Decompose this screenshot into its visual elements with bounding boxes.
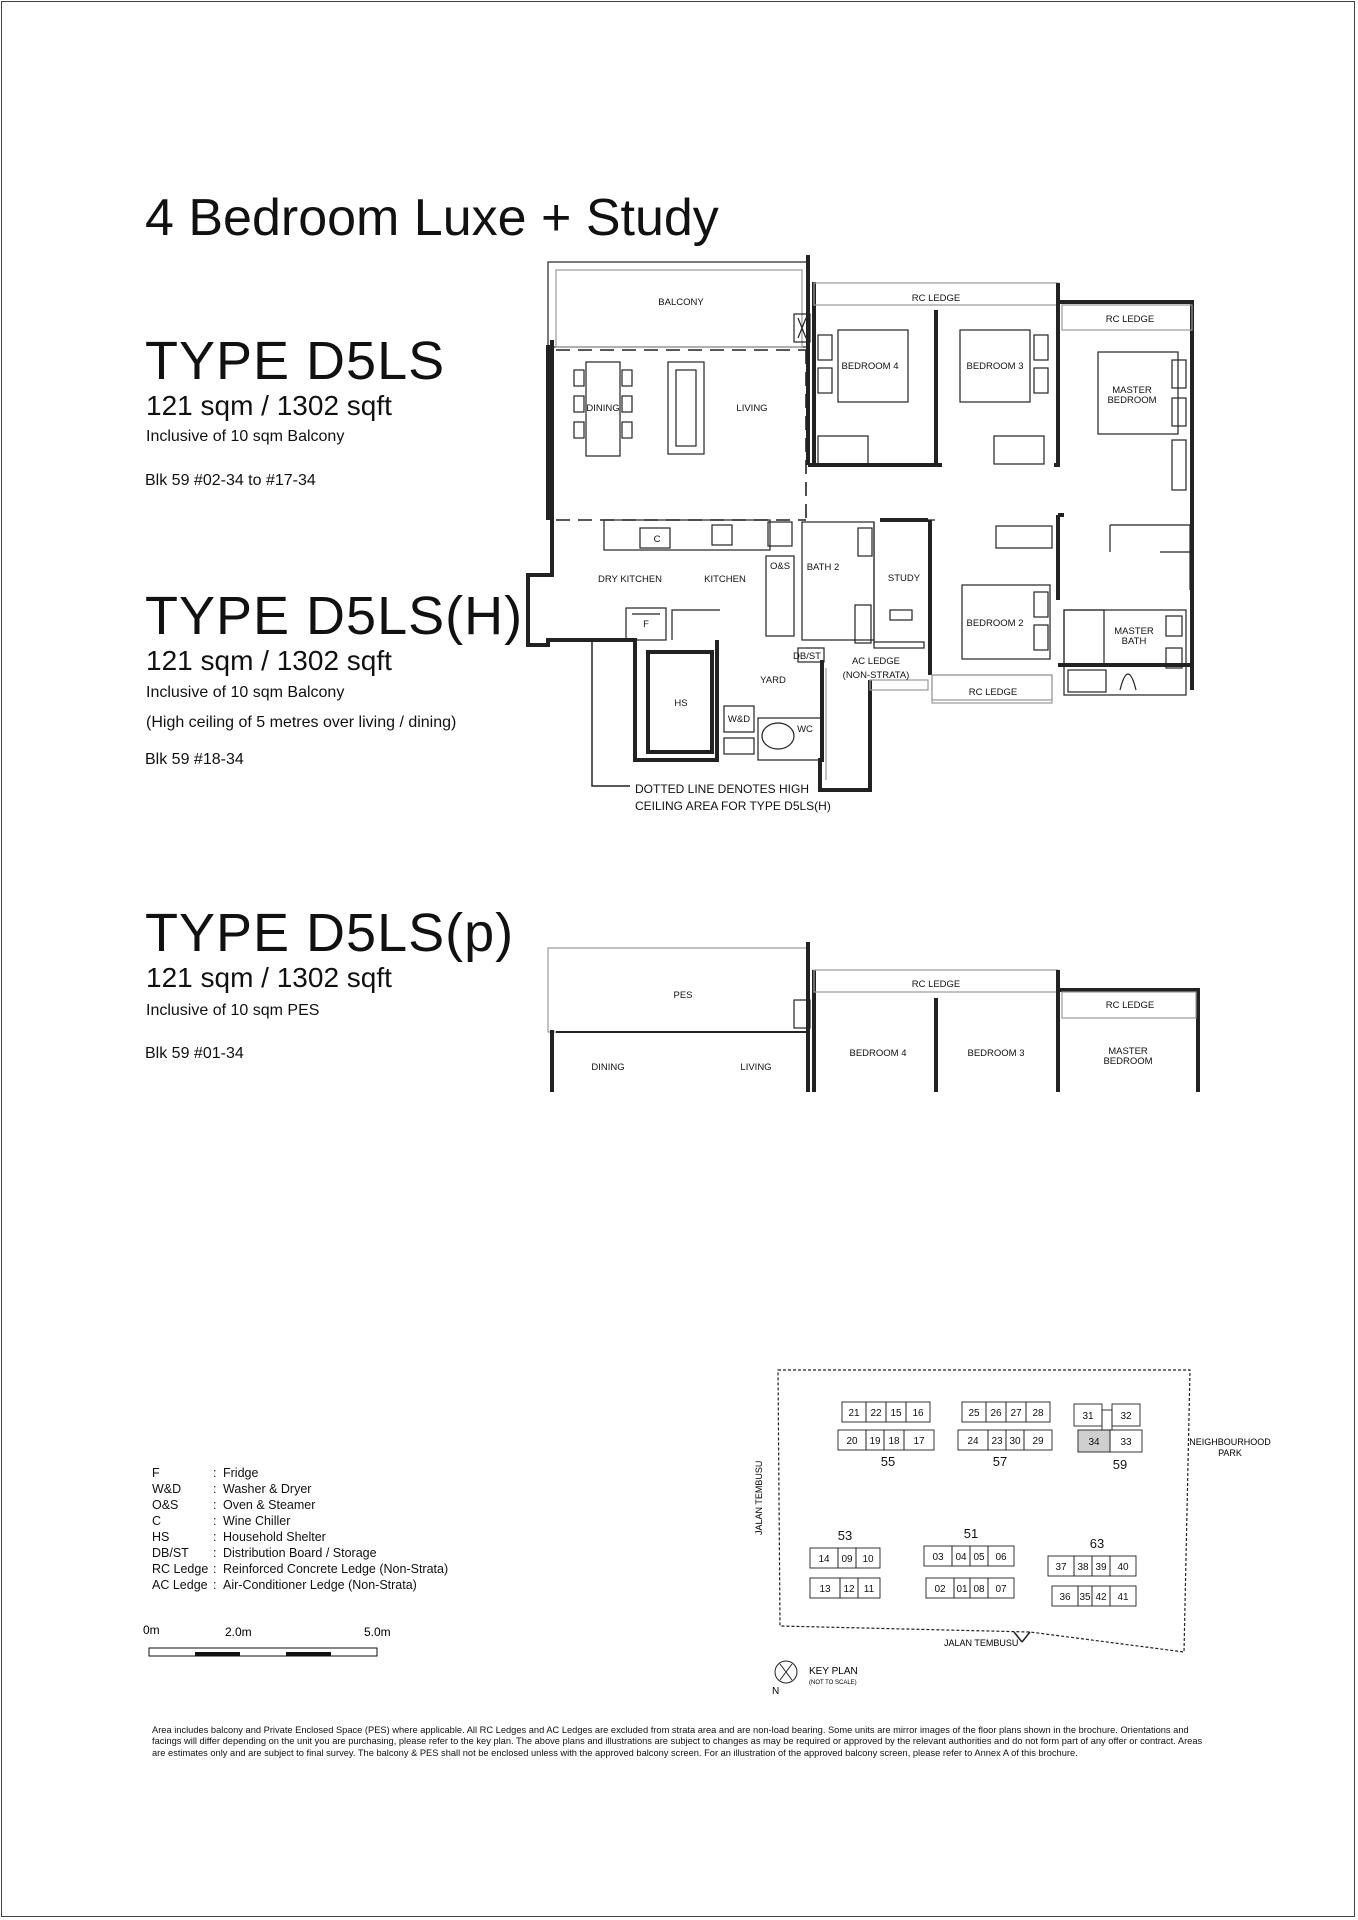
unit-34: 34 xyxy=(1088,1437,1100,1448)
legend-sep: : xyxy=(213,1514,217,1528)
unit-20: 20 xyxy=(846,1436,858,1447)
label-p-rc-ledge-top: RC LEDGE xyxy=(911,979,961,990)
label-wc: WC xyxy=(797,724,813,735)
label-dbst: DB/ST xyxy=(793,651,821,662)
label-study: STUDY xyxy=(887,573,921,584)
block-59-label: 59 xyxy=(1112,1457,1128,1472)
type-d5lsp-area: 121 sqm / 1302 sqft xyxy=(146,962,392,993)
unit-36: 36 xyxy=(1059,1592,1071,1603)
block-53-label: 53 xyxy=(837,1528,853,1543)
label-rc-ledge-master: RC LEDGE xyxy=(1105,314,1155,325)
legend-key-ac: AC Ledge xyxy=(152,1578,208,1592)
unit-23: 23 xyxy=(991,1436,1003,1447)
label-bedroom4: BEDROOM 4 xyxy=(841,361,899,372)
legend-sep: : xyxy=(213,1530,217,1544)
label-bath2: BATH 2 xyxy=(806,562,840,573)
type-d5lsh-blk: Blk 59 #18-34 xyxy=(145,751,244,768)
dotted-line-note-1: DOTTED LINE DENOTES HIGH xyxy=(635,782,810,796)
unit-30: 30 xyxy=(1009,1436,1021,1447)
legend-key-dbst: DB/ST xyxy=(152,1546,189,1560)
legend-sep: : xyxy=(213,1498,217,1512)
road-bottom-label: JALAN TEMBUSU xyxy=(944,1638,1019,1648)
key-plan-subtitle: (NOT TO SCALE) xyxy=(809,1680,857,1686)
unit-40: 40 xyxy=(1117,1562,1129,1573)
unit-10: 10 xyxy=(862,1554,874,1565)
unit-21: 21 xyxy=(848,1408,860,1419)
label-wd: W&D xyxy=(727,714,751,725)
unit-29: 29 xyxy=(1032,1436,1044,1447)
label-pes: PES xyxy=(673,990,693,1001)
label-dining: DINING xyxy=(586,403,620,414)
park-label-2: PARK xyxy=(1218,1448,1242,1458)
unit-04: 04 xyxy=(955,1552,967,1563)
key-plan-title: KEY PLAN xyxy=(809,1666,858,1677)
label-p-bedroom4: BEDROOM 4 xyxy=(849,1048,907,1059)
unit-03: 03 xyxy=(932,1552,944,1563)
block-55-label: 55 xyxy=(880,1454,896,1469)
unit-18: 18 xyxy=(888,1436,900,1447)
disclaimer: Area includes balcony and Private Enclosed Space (PES) where applicable. All RC Ledges and AC Ledges are excluded from strata area and are non-load bearing. Some units are mirror images of the floor plans shown in the brochure. Orientations and facings will differ depending on the unit you are purchasing, please refer to the key plan. The above plans and illustrations are subject to changes as may be required or approved by the relevant authorities and do not form part of any offer or contract. Areas are estimates only and are subject to final survey. The balcony & PES shall not be enclosed unless with the approved balcony screen. For an illustration of the approved balcony screen, please refer to Annex A of this brochure. xyxy=(152,1725,1203,1758)
legend-value-ac: Air-Conditioner Ledge (Non-Strata) xyxy=(223,1578,417,1592)
label-c: C xyxy=(653,534,661,545)
label-master-bedroom-1: MASTER xyxy=(1112,385,1152,396)
label-yard: YARD xyxy=(760,675,786,686)
type-d5ls-title: TYPE D5LS xyxy=(145,331,446,391)
unit-39: 39 xyxy=(1095,1562,1107,1573)
unit-07: 07 xyxy=(995,1584,1007,1595)
label-bedroom3: BEDROOM 3 xyxy=(966,361,1024,372)
label-p-dining: DINING xyxy=(591,1062,625,1073)
type-d5ls-blk: Blk 59 #02-34 to #17-34 xyxy=(145,472,316,489)
unit-32: 32 xyxy=(1120,1411,1132,1422)
scale-label-5: 5.0m xyxy=(364,1625,391,1639)
type-d5ls-note: Inclusive of 10 sqm Balcony xyxy=(146,428,345,445)
unit-26: 26 xyxy=(990,1408,1002,1419)
scale-label-2: 2.0m xyxy=(225,1625,252,1639)
unit-37: 37 xyxy=(1055,1562,1067,1573)
legend-value-os: Oven & Steamer xyxy=(223,1498,316,1512)
label-p-master-1: MASTER xyxy=(1108,1046,1148,1057)
label-p-bedroom3: BEDROOM 3 xyxy=(967,1048,1025,1059)
label-bedroom2: BEDROOM 2 xyxy=(966,618,1024,629)
north-arrow-icon xyxy=(775,1661,797,1683)
unit-31: 31 xyxy=(1082,1411,1094,1422)
road-left-label: JALAN TEMBUSU xyxy=(754,1460,764,1535)
unit-16: 16 xyxy=(912,1408,924,1419)
type-d5lsh-note: Inclusive of 10 sqm Balcony xyxy=(146,684,345,701)
label-dry-kitchen: DRY KITCHEN xyxy=(597,574,663,585)
unit-19: 19 xyxy=(869,1436,881,1447)
legend-sep: : xyxy=(213,1482,217,1496)
legend-key-f: F xyxy=(152,1466,160,1480)
unit-11: 11 xyxy=(863,1584,875,1595)
block-57-label: 57 xyxy=(992,1454,1008,1469)
north-label: N xyxy=(772,1686,780,1697)
legend-value-rc: Reinforced Concrete Ledge (Non-Strata) xyxy=(223,1562,449,1576)
unit-01: 01 xyxy=(956,1584,968,1595)
legend-value-hs: Household Shelter xyxy=(223,1530,326,1544)
unit-06: 06 xyxy=(995,1552,1007,1563)
type-d5lsh-title: TYPE D5LS(H) xyxy=(145,586,524,646)
legend-sep: : xyxy=(213,1466,217,1480)
legend-sep: : xyxy=(213,1546,217,1560)
type-d5lsp-blk: Blk 59 #01-34 xyxy=(145,1045,244,1062)
block-51-label: 51 xyxy=(963,1526,979,1541)
unit-24: 24 xyxy=(967,1436,979,1447)
unit-15: 15 xyxy=(890,1408,902,1419)
key-plan xyxy=(740,1360,1280,1700)
label-rc-ledge-top: RC LEDGE xyxy=(911,293,961,304)
unit-38: 38 xyxy=(1077,1562,1089,1573)
unit-17: 17 xyxy=(913,1436,925,1447)
label-p-rc-ledge-master: RC LEDGE xyxy=(1105,1000,1155,1011)
unit-08: 08 xyxy=(973,1584,985,1595)
unit-42: 42 xyxy=(1095,1592,1107,1603)
label-living: LIVING xyxy=(736,403,768,414)
unit-05: 05 xyxy=(973,1552,985,1563)
label-p-master-2: BEDROOM xyxy=(1103,1056,1153,1067)
legend-key-wd: W&D xyxy=(152,1482,182,1496)
label-master-bedroom-2: BEDROOM xyxy=(1107,395,1157,406)
label-master-bath-1: MASTER xyxy=(1114,626,1154,637)
unit-25: 25 xyxy=(968,1408,980,1419)
label-hs: HS xyxy=(674,698,688,709)
legend-value-wd: Washer & Dryer xyxy=(223,1482,312,1496)
label-os: O&S xyxy=(769,561,791,572)
legend-sep: : xyxy=(213,1562,217,1576)
floor-plan-d5lsp xyxy=(0,930,1358,1100)
label-ac-ledge-2: (NON-STRATA) xyxy=(842,670,910,681)
type-d5lsh-note2: (High ceiling of 5 metres over living / dining) xyxy=(146,714,457,731)
legend-key-c: C xyxy=(152,1514,162,1528)
unit-02: 02 xyxy=(934,1584,946,1595)
type-d5lsp-title: TYPE D5LS(p) xyxy=(145,903,515,963)
label-f: F xyxy=(643,619,649,630)
page-title: 4 Bedroom Luxe + Study xyxy=(145,189,719,247)
scale-bar xyxy=(140,1622,400,1662)
block-63-label: 63 xyxy=(1089,1536,1105,1551)
unit-09: 09 xyxy=(841,1554,853,1565)
label-ac-ledge-1: AC LEDGE xyxy=(851,656,901,667)
legend-value-dbst: Distribution Board / Storage xyxy=(223,1546,377,1560)
unit-14: 14 xyxy=(818,1554,830,1565)
dotted-line-note-2: CEILING AREA FOR TYPE D5LS(H) xyxy=(635,799,831,813)
unit-28: 28 xyxy=(1032,1408,1044,1419)
unit-27: 27 xyxy=(1010,1408,1022,1419)
unit-41: 41 xyxy=(1117,1592,1129,1603)
legend-sep: : xyxy=(213,1578,217,1592)
legend-value-c: Wine Chiller xyxy=(223,1514,291,1528)
label-p-living: LIVING xyxy=(740,1062,772,1073)
label-kitchen: KITCHEN xyxy=(704,574,746,585)
label-balcony: BALCONY xyxy=(658,297,704,308)
park-label-1: NEIGHBOURHOOD xyxy=(1189,1437,1271,1447)
legend-value-f: Fridge xyxy=(223,1466,259,1480)
scale-label-0: 0m xyxy=(143,1623,160,1637)
type-d5lsh-area: 121 sqm / 1302 sqft xyxy=(146,645,392,676)
type-d5lsp-note: Inclusive of 10 sqm PES xyxy=(146,1002,320,1019)
unit-13: 13 xyxy=(819,1584,831,1595)
type-d5ls-area: 121 sqm / 1302 sqft xyxy=(146,390,392,421)
unit-33: 33 xyxy=(1120,1437,1132,1448)
label-rc-ledge-bottom: RC LEDGE xyxy=(968,687,1018,698)
unit-22: 22 xyxy=(870,1408,882,1419)
label-master-bath-2: BATH xyxy=(1121,636,1147,647)
legend-key-rc: RC Ledge xyxy=(152,1562,209,1576)
unit-12: 12 xyxy=(843,1584,855,1595)
legend-key-hs: HS xyxy=(152,1530,170,1544)
legend-key-os: O&S xyxy=(152,1498,179,1512)
unit-35: 35 xyxy=(1079,1592,1091,1603)
